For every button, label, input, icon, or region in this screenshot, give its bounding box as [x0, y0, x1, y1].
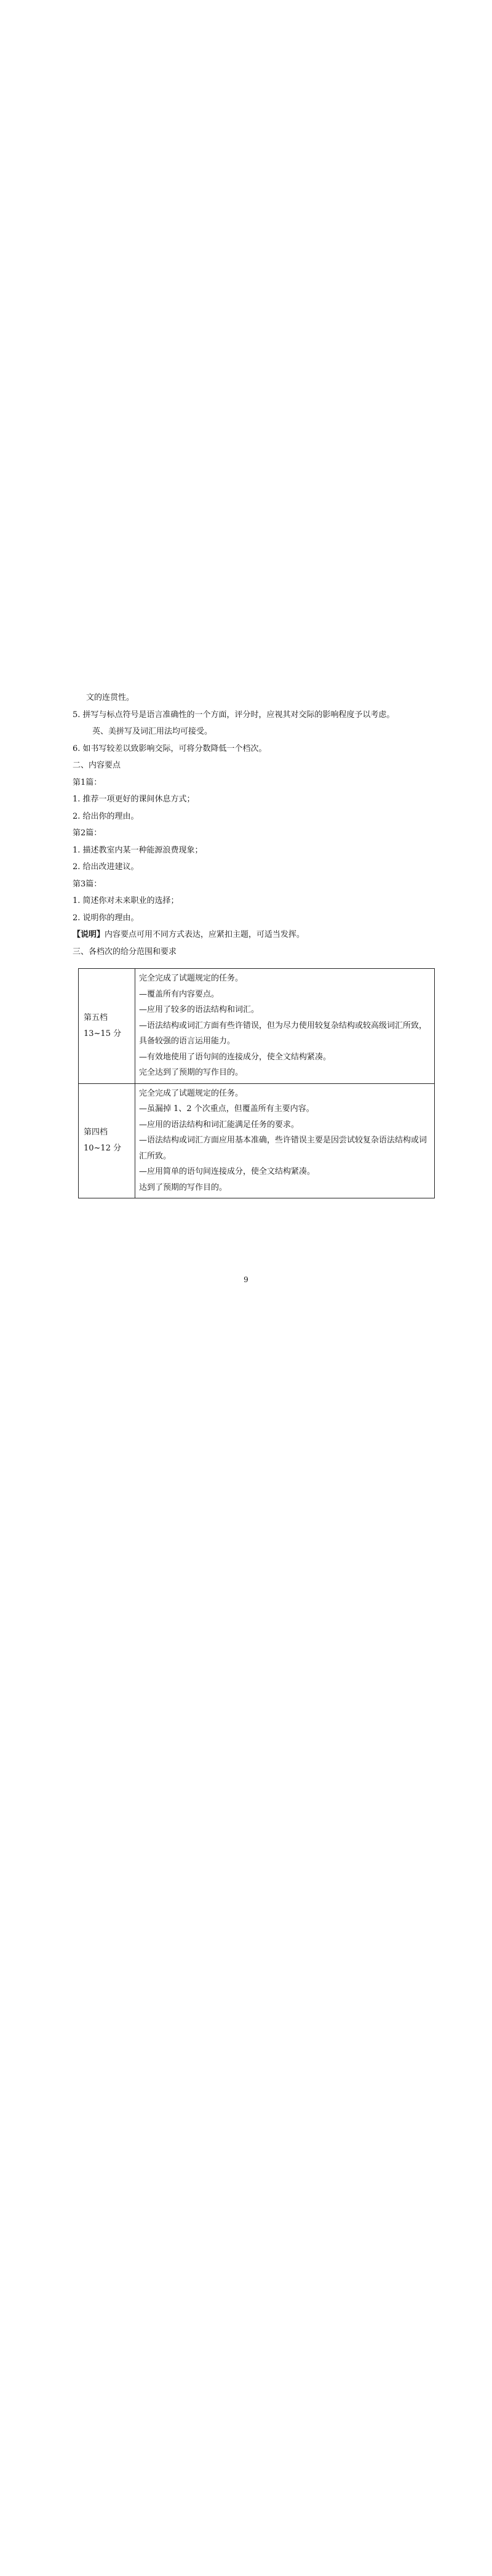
- description-line: —应用简单的语句间连接成分，使全文结构紧凑。: [139, 1167, 315, 1176]
- level-label: 第四档: [84, 1128, 108, 1138]
- score-table: [78, 968, 435, 1198]
- text-line: 第2篇：: [73, 829, 102, 838]
- note-text: 内容要点可用不同方式表达，应紧扣主题，可适当发挥。: [105, 930, 305, 939]
- text-line: 2. 给出改进建议。: [73, 862, 139, 872]
- text-line: 6. 如书写较差以致影响交际，可将分数降低一个档次。: [73, 744, 267, 753]
- text-line: 1. 描述教室内某一种能源浪费现象；: [73, 845, 203, 855]
- level-range: 13~15 分: [84, 1029, 122, 1038]
- text-line: 1. 简述你对未来职业的选择；: [73, 896, 179, 905]
- description-line: —覆盖所有内容要点。: [139, 989, 220, 999]
- text-line: 第3篇：: [73, 879, 102, 889]
- level-label: 第五档: [84, 1013, 108, 1022]
- level-cell: [79, 1083, 135, 1198]
- note-mark: 【说明】: [73, 930, 105, 939]
- level-range: 10~12 分: [84, 1144, 122, 1154]
- text-line: 2. 说明你的理由。: [73, 913, 139, 923]
- description-line: —有效地使用了语句间的连接成分，使全文结构紧凑。: [139, 1052, 331, 1062]
- description-line: 达到了预期的写作目的。: [139, 1182, 228, 1192]
- text-line: 英、美拼写及词汇用法均可接受。: [92, 727, 213, 736]
- document-body: [73, 689, 435, 960]
- text-line: 第1篇：: [73, 777, 102, 787]
- description-line: —应用了较多的语法结构和词汇。: [139, 1005, 260, 1014]
- text-line: 文的连贯性。: [86, 693, 135, 702]
- description-line: —应用的语法结构和词汇能满足任务的要求。: [139, 1120, 300, 1130]
- description-line: 完全达到了预期的写作目的。: [139, 1068, 244, 1077]
- table-row: [79, 969, 435, 1084]
- text-line: 1. 推荐一项更好的课间休息方式；: [73, 795, 195, 804]
- level-cell: [79, 969, 135, 1084]
- description-line: —语法结构或词汇方面有些许错误，但为尽力使用较复杂结构或较高级词汇所致，具备较强的语言运用能力。: [139, 1021, 427, 1046]
- table-row: [79, 1083, 435, 1198]
- section-heading: 二、内容要点: [73, 761, 121, 770]
- description-cell: [135, 1083, 435, 1198]
- description-line: —虽漏掉 1、2 个次重点，但覆盖所有主要内容。: [139, 1104, 314, 1113]
- text-line: 5. 拼写与标点符号是语言准确性的一个方面，评分时，应视其对交际的影响程度予以考虑。: [73, 710, 395, 720]
- section-heading: 三、各档次的给分范围和要求: [73, 947, 177, 957]
- description-line: 完全完成了试题规定的任务。: [139, 1088, 244, 1098]
- description-line: —语法结构或词汇方面应用基本准确，些许错误主要是因尝试较复杂语法结构或词汇所致。: [139, 1136, 427, 1161]
- description-line: 完全完成了试题规定的任务。: [139, 974, 244, 983]
- note-line: [73, 926, 435, 944]
- page-number: 9: [244, 1275, 248, 1284]
- text-line: 2. 给出你的理由。: [73, 811, 139, 821]
- description-cell: [135, 969, 435, 1084]
